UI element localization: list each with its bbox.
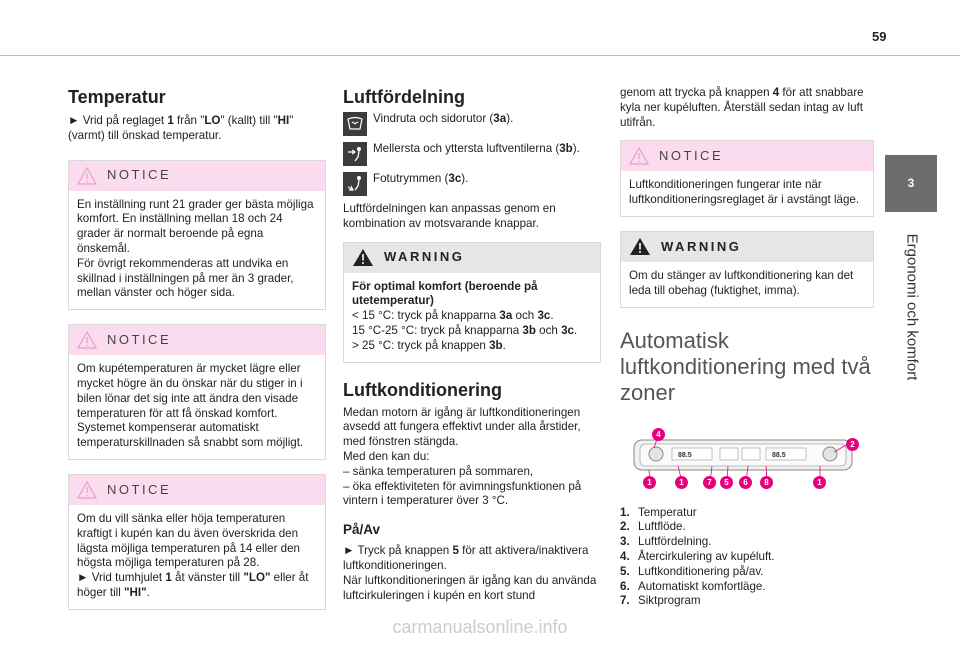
warning-header: WARNING (344, 243, 600, 273)
watermark: carmanualsonline.info (392, 617, 568, 637)
subsection-title-pa-av: På/Av (343, 522, 381, 538)
onoff-note: När luftkonditioneringen är igång kan du använda luftcirkuleringen i kupén en kort stund (343, 573, 597, 602)
list-item: 4. Återcirkulering av kupéluft. (620, 549, 775, 563)
list-item: 1. Temperatur (620, 505, 697, 519)
warning-box: WARNING För optimal komfort (beroende på utetemperatur) < 15 °C: tryck på knapparna 3a och 3c. 15 °C-25 °C: tryck på knapparna 3b och 3c. > 25 °C: tryck på knappen 3b. (343, 242, 601, 363)
footwell-vent-icon (343, 172, 367, 196)
notice-text: Om kupétemperaturen är mycket lägre eller mycket högre än du önskar när du stiger in i bilen lönar det sig inte att ändra den visade temperaturen för att få önskad komfort. (77, 362, 303, 420)
callout-8: 8 (760, 476, 773, 489)
warning-heading: För optimal komfort (beroende på utetemperatur) (352, 279, 538, 308)
notice-box (620, 140, 874, 217)
column-air-distribution (343, 86, 601, 603)
callout-4: 4 (652, 428, 665, 441)
temperature-instruction: ► Vrid på reglaget 1 från "LO" (kallt) till "HI" (varmt) till önskad temperatur. (68, 114, 294, 142)
chapter-tab[interactable]: 3 (885, 155, 937, 212)
callout-1: 1 (675, 476, 688, 489)
air-distribution-row: Vindruta och sidorutor (3a). (343, 112, 601, 136)
continued-text: genom att trycka på knappen 4 för att snabbare kyla ner kupéluften. Återställ sedan intag av luft utifrån. (620, 86, 864, 129)
onoff-instruction: ► Tryck på knappen 5 för att aktivera/inaktivera luftkonditioneringen. (343, 544, 589, 572)
air-distribution-row: Mellersta och yttersta luftventilerna (3b). (343, 142, 601, 166)
warning-text: Om du stänger av luftkonditionering kan det leda till obehag (fuktighet, imma). (629, 268, 854, 297)
ac-list-item: – öka effektiviteten för avimningsfunktionen på vintern i temperaturer över 3 °C. (343, 479, 582, 508)
column-auto-ac (620, 86, 874, 609)
chapter-title: Ergonomi och komfort (903, 233, 921, 381)
list-item: 2. Luftflöde. (620, 520, 686, 534)
notice-text: ► Vrid tumhjulet 1 åt vänster till "LO" eller åt höger till "HI". (77, 571, 309, 599)
notice-box (68, 474, 326, 610)
warning-header: WARNING (621, 232, 873, 262)
callout-2: 2 (846, 438, 859, 451)
legend-list (620, 506, 874, 610)
notice-text: För övrigt rekommenderas att undvika en skillnad i inställningen på mer än 3 grader, mellan vänster och höger sida. (77, 256, 294, 300)
section-title-luftkonditionering: Luftkonditionering (343, 379, 502, 400)
callout-1: 1 (813, 476, 826, 489)
list-item: 7. Siktprogram (620, 594, 701, 608)
panel-display-left: 88.5 (678, 451, 692, 459)
warning-box (620, 231, 874, 308)
top-divider (0, 55, 960, 56)
warning-triangle-icon (352, 248, 374, 267)
notice-header: NOTICE (69, 325, 325, 355)
face-vent-icon (343, 142, 367, 166)
notice-text: Luftkonditioneringen fungerar inte när luftkonditioneringsreglaget är i avstängt läge. (629, 178, 860, 207)
ac-description-2: Med den kan du: (343, 449, 430, 463)
callout-5: 5 (720, 476, 733, 489)
column-temperature (68, 86, 326, 610)
warning-triangle-icon (77, 481, 97, 499)
page-number: 59 (872, 29, 887, 44)
list-item: 6. Automatiskt komfortläge. (620, 579, 766, 593)
air-distribution-row: Fotutrymmen (3c). (343, 172, 601, 196)
notice-text: En inställning runt 21 grader ger bästa möjliga komfort. En inställning mellan 18 och 24 grader är normalt beroende på egna önskemål. (77, 197, 314, 255)
ac-list-item: – sänka temperaturen på sommaren, (343, 464, 534, 478)
notice-box (68, 160, 326, 311)
air-distribution-note: Luftfördelningen kan anpassas genom en kombination av motsvarande knappar. (343, 202, 556, 230)
section-title-temperatur: Temperatur (68, 87, 166, 107)
callout-1: 1 (643, 476, 656, 489)
warning-triangle-icon (629, 147, 649, 165)
warning-triangle-icon (629, 237, 651, 256)
notice-header: NOTICE (69, 475, 325, 505)
callout-6: 6 (739, 476, 752, 489)
climate-panel-diagram (620, 426, 874, 490)
ac-description: Medan motorn är igång är luftkonditioneringen avsedd att fungera effektivt under alla årstider, med fönstren stängda. (343, 405, 581, 449)
section-title-luftfordelning: Luftfördelning (343, 87, 465, 107)
notice-text: Om du vill sänka eller höja temperaturen kraftigt i kupén kan du även överskrida den lägsta möjliga temperaturen på 14 eller den högsta möjliga temperaturen på 28. (77, 511, 300, 570)
notice-header: NOTICE (621, 141, 873, 171)
list-item: 3. Luftfördelning. (620, 535, 712, 549)
section-title-auto-ac: Automatisk luftkonditionering med två zoner (620, 327, 871, 405)
list-item: 5. Luftkonditionering på/av. (620, 564, 764, 578)
windscreen-demist-icon (343, 112, 367, 136)
panel-display-right: 88.5 (772, 451, 786, 459)
callout-7: 7 (703, 476, 716, 489)
notice-header: NOTICE (69, 161, 325, 191)
warning-triangle-icon (77, 167, 97, 185)
notice-text: Systemet kompenserar automatiskt temperaturskillnaden så snabbt som möjligt. (77, 421, 304, 450)
notice-box (68, 324, 326, 460)
warning-triangle-icon (77, 331, 97, 349)
